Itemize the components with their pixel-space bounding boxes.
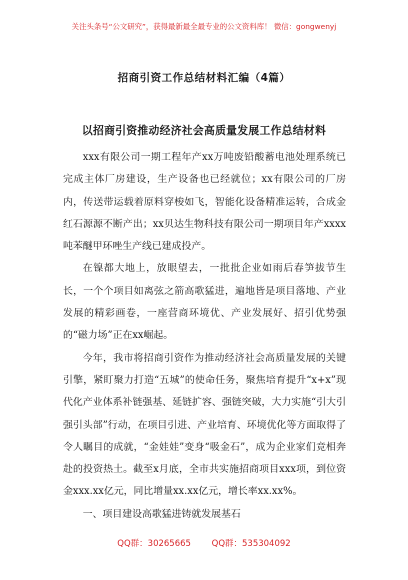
- paragraph: xxx有限公司一期工程年产xx万吨废铅酸蓄电池处理系统已完成主体厂房建设，生产设备也已经就位；xx有限公司的厂房内，传送带运载着原料穿梭如飞，智能化设备精准运转，合成金红石源源不断产出；xx贝达生物科技有限公司一期项目年产xxxx吨苯醚甲环唑生产线已建成投产。: [63, 152, 346, 253]
- qq-group-2: QQ群：535304092: [211, 539, 291, 549]
- promo-banner: 关注头条号“公文研究”，获得最新最全最专业的公文资料库！ 微信：gongwenyj: [71, 22, 337, 31]
- section-heading: 一、项目建设高歌猛进铸就发展基石: [82, 508, 241, 520]
- qq-group-1: QQ群：30265665: [117, 539, 191, 549]
- paragraph: 在镍都大地上，放眼望去，一批批企业如雨后春笋拔节生长，一个个项目如离弦之箭高歌猛进，遍地皆是项目落地、产业发展的精彩画卷，一座营商环境优、产业发展好、招引优势强的“磁力场”正在xx崛起。: [63, 263, 346, 342]
- article-title: 以招商引资推动经济社会高质量发展工作总结材料: [81, 124, 327, 137]
- document-title: 招商引资工作总结材料汇编（4篇）: [117, 72, 291, 84]
- paragraph: 今年，我市将招商引资作为推动经济社会高质量发展的关键引擎，紧盯聚力打造“五城”的使命任务，聚焦培育提升“x+x”现代化产业体系补链强基、延链扩容、强链突破，大力实施“引大引强引头部”行动，在项目引进、产业培育、环境优化等方面取得了令人瞩目的成就，“金娃娃”变身“吸金石”，成为企业家们竞相奔赴的投资热土。截至x月底，全市共实施招商项目xxx项，到位资金xxx.xx亿元，同比增量xx.xx亿元，增长率xx.xx%。: [63, 352, 346, 498]
- article-body: [63, 147, 346, 526]
- footer-contacts: [0, 537, 408, 549]
